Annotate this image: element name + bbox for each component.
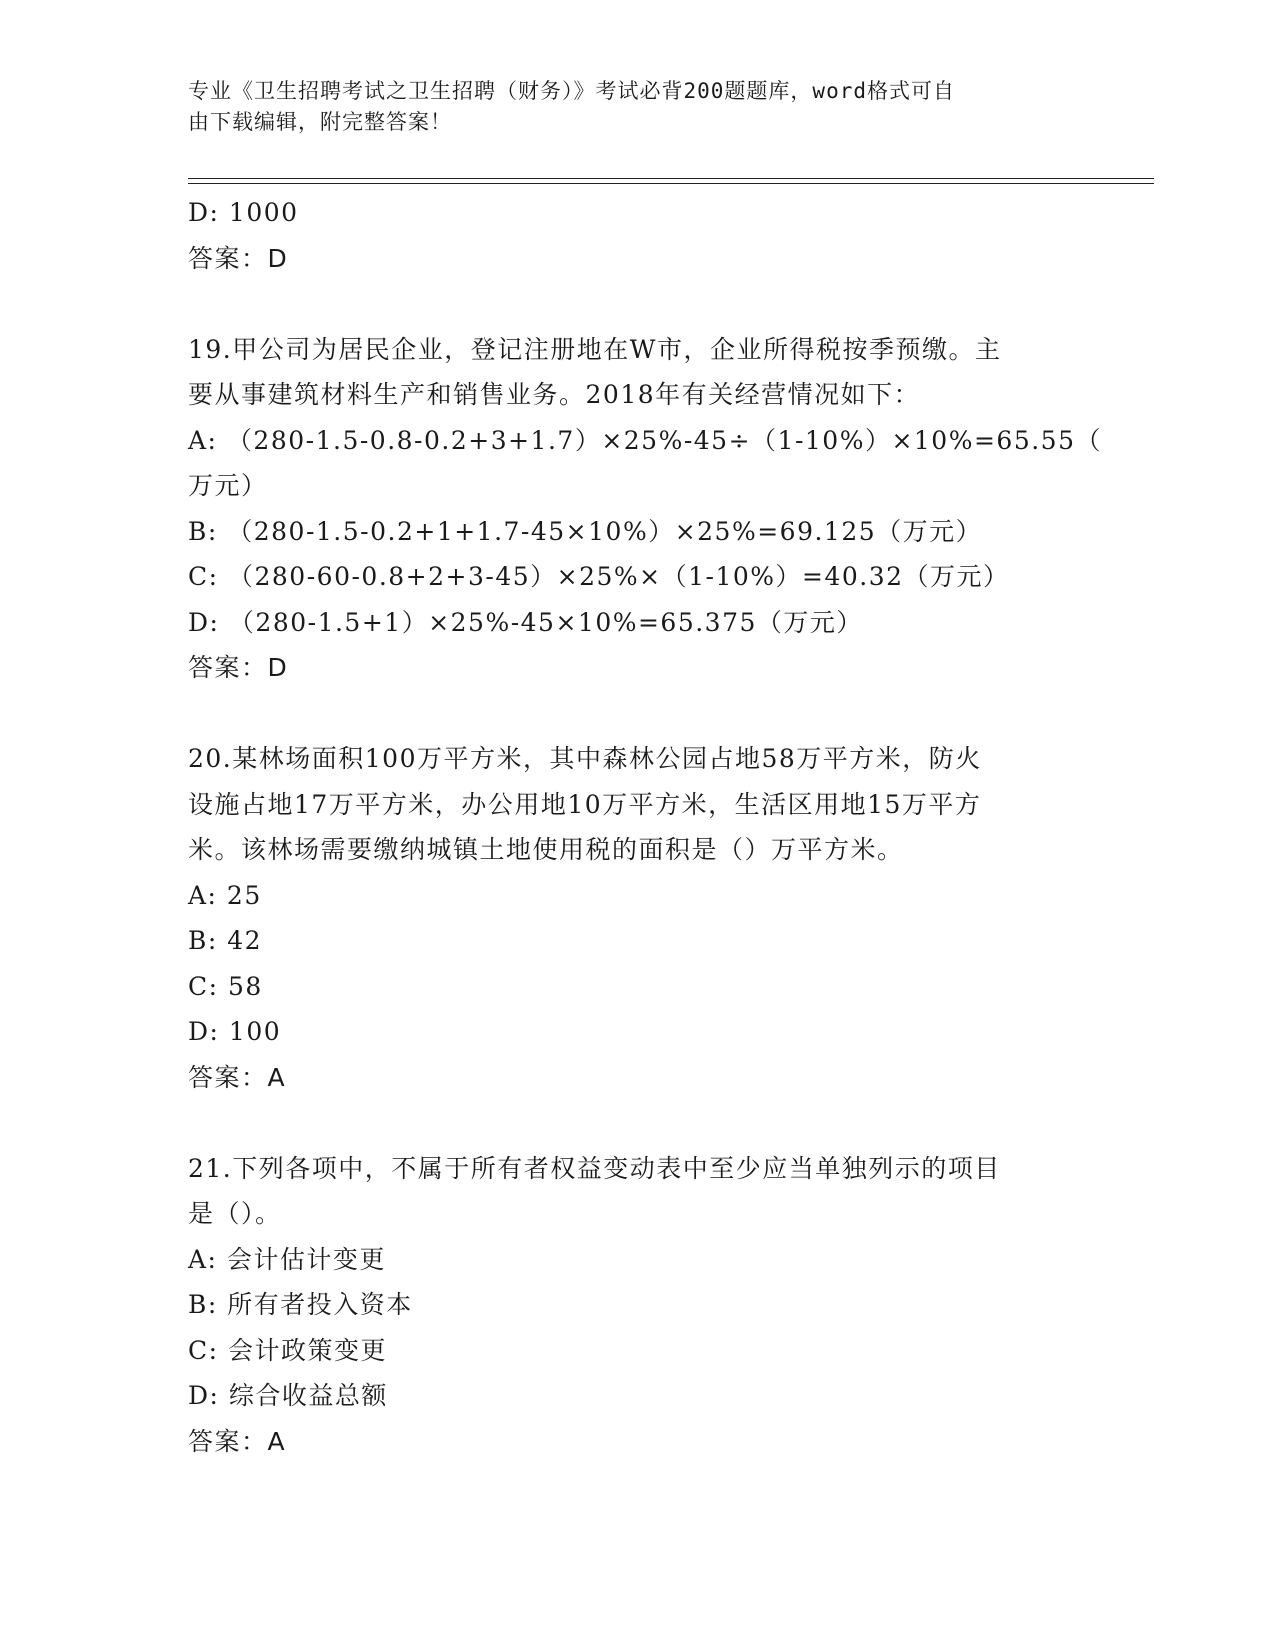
question-stem-line: 21.下列各项中，不属于所有者权益变动表中至少应当单独列示的项目: [188, 1153, 1001, 1183]
option-d: D: 100: [188, 1017, 282, 1046]
option-a: A: （280-1.5-0.8-0.2+3+1.7）×25%-45÷（1-10%）×10%=65.55（: [188, 425, 1102, 455]
option-a-continued: 万元）: [188, 471, 268, 500]
question-stem-line: 要从事建筑材料生产和销售业务。2018年有关经营情况如下：: [188, 380, 921, 409]
previous-question-tail: [188, 190, 1088, 281]
header-divider-top: [188, 178, 1154, 179]
question-20: [188, 736, 1088, 1100]
header-divider-bottom: [188, 183, 1154, 184]
option-d: D: 综合收益总额: [188, 1381, 388, 1410]
option-c: C: （280-60-0.8+2+3-45）×25%×（1-10%）=40.32（万元）: [188, 562, 1010, 591]
answer-line: 答案：A: [188, 1062, 287, 1092]
answer-line: 答案：D: [188, 653, 289, 682]
question-stem-line: 设施占地17万平方米，办公用地10万平方米，生活区用地15万平方: [188, 789, 982, 819]
header-line-2: 由下载编辑，附完整答案！: [188, 110, 452, 134]
option-b: B: （280-1.5-0.2+1+1.7-45×10%）×25%=69.125（万元）: [188, 516, 983, 546]
option-d: D: 1000: [188, 198, 299, 227]
question-21: [188, 1146, 1088, 1465]
option-d: D: （280-1.5+1）×25%-45×10%=65.375（万元）: [188, 607, 863, 637]
question-stem-line: 19.甲公司为居民企业，登记注册地在W市，企业所得税按季预缴。主: [188, 334, 1002, 364]
answer-line: 答案：D: [188, 243, 289, 273]
question-content: [188, 190, 1102, 1464]
spacer: [188, 281, 1088, 327]
question-stem-line: 米。该林场需要缴纳城镇土地使用税的面积是（）万平方米。: [188, 835, 904, 864]
option-a: A: 会计估计变更: [188, 1244, 386, 1274]
option-a: A: 25: [188, 880, 262, 910]
question-stem-line: 20.某林场面积100万平方米，其中森林公园占地58万平方米，防火: [188, 744, 982, 773]
question-19: [188, 327, 1102, 691]
header-line-1: 专业《卫生招聘考试之卫生招聘（财务）》考试必背200题题库，word格式可自: [188, 79, 955, 103]
option-c: C: 会计政策变更: [188, 1335, 387, 1365]
document-header: [188, 76, 1068, 138]
spacer: [188, 1100, 1088, 1146]
option-b: B: 42: [188, 926, 263, 955]
spacer: [188, 691, 1088, 737]
option-c: C: 58: [188, 971, 263, 1001]
question-stem-line: 是（）。: [188, 1199, 282, 1228]
answer-line: 答案：A: [188, 1426, 287, 1456]
option-b: B: 所有者投入资本: [188, 1290, 413, 1319]
